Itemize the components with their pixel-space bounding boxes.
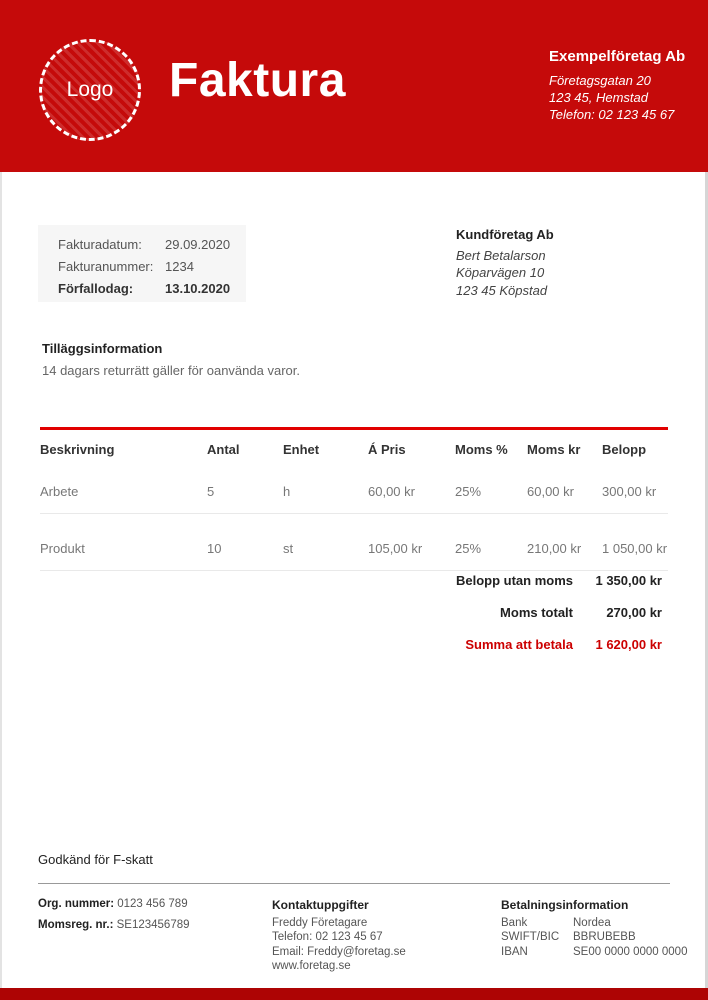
item-unit: st [283,514,368,571]
bottom-accent-bar [0,988,708,1000]
line-items-header-row [40,430,668,457]
vat-total-value: 270,00 kr [606,604,662,620]
due-date-value: 13.10.2020 [165,281,231,296]
item-amount: 300,00 kr [602,457,668,514]
col-header-quantity: Antal [207,442,240,457]
table-row [40,514,668,571]
customer-name: Kundföretag Ab [456,227,554,242]
item-vat-amount: 60,00 kr [527,457,602,514]
org-number-value: 0123 456 789 [117,898,188,910]
col-header-vat-percent: Moms % [455,442,508,457]
item-unit-price: 105,00 kr [368,514,455,571]
subtotal-row [40,564,668,596]
iban-value: SE00 0000 0000 0000 [573,945,688,958]
col-header-amount: Belopp [602,442,647,457]
totals-section [40,564,668,660]
col-header-description: Beskrivning [40,442,115,457]
grand-total-row [40,628,668,660]
org-number-row [38,898,190,910]
invoice-date-row [58,237,246,259]
payment-info-title: Betalningsinformation [501,898,629,912]
bank-label: Bank [501,916,528,929]
contact-phone: Telefon: 02 123 45 67 [272,931,383,943]
item-quantity: 10 [207,514,283,571]
subtotal-label: Belopp utan moms [455,572,573,588]
swift-value: BBRUBEBB [573,931,636,943]
customer-city: 123 45 Köpstad [456,282,548,298]
table-row [40,457,668,514]
iban-row [501,945,687,960]
vat-reg-label: Momsreg. nr.: [38,919,114,931]
additional-info-title: Tilläggsinformation [42,341,163,356]
invoice-header [0,0,708,172]
item-unit: h [283,457,368,514]
line-items-table [40,427,668,571]
iban-label: IBAN [501,945,528,958]
contact-person: Freddy Företagare [272,916,368,929]
swift-row [501,930,687,945]
payment-info-column [501,898,687,959]
contact-email: Email: Freddy@foretag.se [272,945,406,958]
due-date-label: Förfallodag: [58,281,134,296]
swift-label: SWIFT/BIC [501,931,560,943]
item-description: Produkt [40,514,207,571]
item-vat-percent: 25% [455,457,527,514]
footer-divider [38,883,670,884]
sender-address-line-2: 123 45, Hemstad [549,90,649,105]
grand-total-label: Summa att betala [465,636,573,652]
logo-placeholder-text: Logo [66,78,114,101]
col-header-unit-price: Á Pris [368,442,406,457]
due-date-row [58,281,246,303]
invoice-date-label: Fakturadatum: [58,237,142,252]
item-vat-percent: 25% [455,514,527,571]
vat-total-row [40,596,668,628]
customer-street: Köparvägen 10 [456,265,545,280]
vat-reg-value: SE123456789 [116,919,190,931]
col-header-vat-amount: Moms kr [527,442,581,457]
sender-phone: Telefon: 02 123 45 67 [549,107,675,122]
contact-website: www.foretag.se [272,960,351,972]
grand-total-value: 1 620,00 kr [595,636,662,652]
item-vat-amount: 210,00 kr [527,514,602,571]
org-numbers-column [38,898,190,940]
sender-address-line-1: Företagsgatan 20 [549,73,651,88]
additional-info-text: 14 dagars returrätt gäller för oanvända varor. [42,363,300,378]
f-tax-note: Godkänd för F-skatt [38,852,153,867]
bank-value: Nordea [573,916,611,929]
subtotal-value: 1 350,00 kr [595,572,662,588]
vat-total-label: Moms totalt [500,604,573,620]
col-header-unit: Enhet [283,442,320,457]
org-number-label: Org. nummer: [38,898,115,910]
customer-block [456,226,554,299]
sender-company-name: Exempelföretag Ab [549,48,686,65]
invoice-number-row [58,259,246,281]
bank-row [501,916,687,931]
item-unit-price: 60,00 kr [368,457,455,514]
invoice-meta-box [38,225,246,302]
item-quantity: 5 [207,457,283,514]
item-description: Arbete [40,457,207,514]
company-logo [39,39,141,141]
contact-info-column [272,898,406,974]
vat-reg-row [38,919,190,931]
contact-info-title: Kontaktuppgifter [272,898,369,912]
invoice-number-value: 1234 [165,259,194,274]
customer-contact-person: Bert Betalarson [456,247,546,263]
document-title: Faktura [169,54,346,107]
additional-info-section [42,341,300,378]
sender-company-block [549,48,685,123]
item-amount: 1 050,00 kr [602,514,668,571]
invoice-number-label: Fakturanummer: [58,259,154,274]
invoice-date-value: 29.09.2020 [165,237,231,252]
